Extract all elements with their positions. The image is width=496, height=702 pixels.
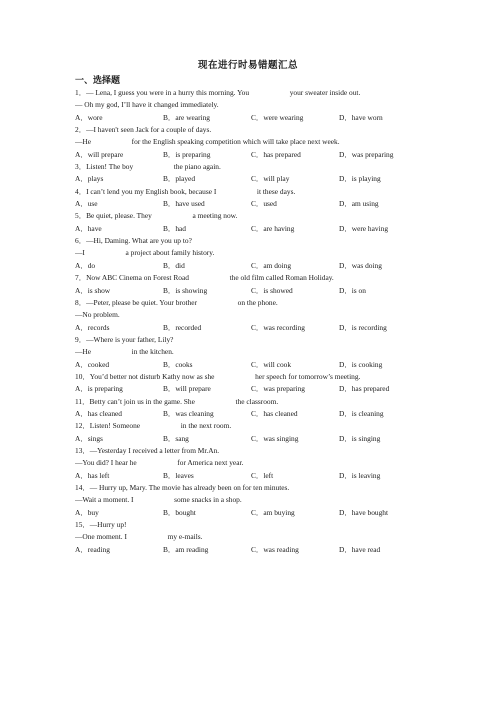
option-row <box>75 198 420 210</box>
question-text: —He in the kitchen. <box>75 347 174 357</box>
option-c: C．was recording <box>251 322 305 332</box>
question-text: 8．—Peter, please be quiet. Your brother on the phone. <box>75 297 278 307</box>
question-text: —He for the English speaking competition which will take place next week. <box>75 137 340 147</box>
question-text: 10．You’d better not disturb Kathy now as she her speech for tomorrow’s meeting. <box>75 371 361 381</box>
option-row <box>75 112 420 124</box>
option-c: C．used <box>251 199 277 209</box>
option-b: B．had <box>163 223 186 233</box>
question-text: 15．—Hurry up! <box>75 520 127 530</box>
option-d: D．was doing <box>339 260 382 270</box>
option-d: D．was preparing <box>339 149 394 159</box>
option-c: C．left <box>251 470 274 480</box>
question-text: —I a project about family history. <box>75 248 215 258</box>
option-row <box>75 260 420 272</box>
option-row <box>75 470 420 482</box>
option-d: D．am using <box>339 199 379 209</box>
question-11 <box>75 396 420 421</box>
option-row <box>75 223 420 235</box>
option-c: C．was singing <box>251 433 299 443</box>
option-row <box>75 359 420 371</box>
option-c: C．has prepared <box>251 149 301 159</box>
option-a: A．wore <box>75 112 103 122</box>
question-text: — Oh my god, I’ll have it changed immediately. <box>75 100 219 110</box>
option-a: A．will prepare <box>75 149 124 159</box>
question-text: 9．—Where is your father, Lily? <box>75 334 174 344</box>
option-row <box>75 322 420 334</box>
option-b: B．leaves <box>163 470 194 480</box>
question-text: 2．—I haven't seen Jack for a couple of days. <box>75 125 212 135</box>
option-b: B．have used <box>163 199 205 209</box>
option-b: B．will prepare <box>163 384 211 394</box>
question-text: 13．—Yesterday I received a letter from Mr.An. <box>75 445 220 455</box>
option-b: B．cooks <box>163 359 193 369</box>
option-d: D．is leaving <box>339 470 381 480</box>
option-c: C．has cleaned <box>251 408 298 418</box>
option-a: A．has left <box>75 470 110 480</box>
question-text: 1．— Lena, I guess you were in a hurry this morning. You your sweater inside out. <box>75 88 361 97</box>
question-text: 6．—Hi, Daming. What are you up to? <box>75 236 192 246</box>
option-d: D．have bought <box>339 507 389 517</box>
option-a: A．is preparing <box>75 384 123 394</box>
question-15 <box>75 519 420 556</box>
option-c: C．will play <box>251 174 290 184</box>
question-text: —Wait a moment. I some snacks in a shop. <box>75 495 242 505</box>
question-text: 3．Listen! The boy the piano again. <box>75 162 221 172</box>
option-d: D．were having <box>339 223 389 233</box>
option-b: B．sang <box>163 433 189 443</box>
option-a: A．has cleaned <box>75 408 122 418</box>
option-a: A．records <box>75 322 110 332</box>
option-a: A．buy <box>75 507 99 517</box>
option-row <box>75 433 420 445</box>
question-text: 4．I can’t lend you my English book, because I it these days. <box>75 186 296 196</box>
question-5 <box>75 210 420 235</box>
question-text: 11．Betty can’t join us in the game. She the classroom. <box>75 396 279 406</box>
option-d: D．is recording <box>339 322 387 332</box>
question-text: —One moment. I my e-mails. <box>75 532 203 542</box>
option-c: C．is showed <box>251 285 293 295</box>
option-c: C．am buying <box>251 507 295 517</box>
option-c: C．was preparing <box>251 384 305 394</box>
question-6 <box>75 235 420 272</box>
option-d: D．is cleaning <box>339 408 384 418</box>
question-3 <box>75 161 420 186</box>
option-row <box>75 285 420 297</box>
option-a: A．is show <box>75 285 111 295</box>
question-8 <box>75 297 420 334</box>
question-14 <box>75 482 420 519</box>
option-b: B．was cleaning <box>163 408 214 418</box>
section-heading: 一、选择题 <box>75 75 121 85</box>
option-a: A．reading <box>75 544 110 554</box>
option-c: C．was reading <box>251 544 299 554</box>
question-2 <box>75 124 420 161</box>
option-a: A．plays <box>75 174 104 184</box>
option-b: B．is showing <box>163 285 208 295</box>
option-c: C．will cook <box>251 359 292 369</box>
option-d: D．have read <box>339 544 381 554</box>
question-text: —You did? I hear he for America next year. <box>75 458 244 468</box>
option-b: B．are wearing <box>163 112 210 122</box>
question-text: —No problem. <box>75 310 120 320</box>
option-a: A．have <box>75 223 102 233</box>
option-row <box>75 408 420 420</box>
option-b: B．is preparing <box>163 149 211 159</box>
option-d: D．has prepared <box>339 384 390 394</box>
option-d: D．is on <box>339 285 366 295</box>
option-c: C．were wearing <box>251 112 304 122</box>
option-a: A．use <box>75 199 98 209</box>
question-9 <box>75 334 420 371</box>
option-row <box>75 544 420 556</box>
option-d: D．is cooking <box>339 359 383 369</box>
question-12 <box>75 420 420 445</box>
option-b: B．did <box>163 260 185 270</box>
option-row <box>75 383 420 395</box>
option-d: D．have worn <box>339 112 383 122</box>
option-b: B．bought <box>163 507 196 517</box>
question-text: 5．Be quiet, please. They a meeting now. <box>75 211 238 221</box>
option-b: B．am reading <box>163 544 209 554</box>
question-10 <box>75 371 420 396</box>
question-7 <box>75 272 420 297</box>
question-13 <box>75 445 420 482</box>
option-row <box>75 149 420 161</box>
option-c: C．am doing <box>251 260 292 270</box>
question-text: 7．Now ABC Cinema on Forest Road the old film called Roman Holiday. <box>75 273 334 283</box>
question-list <box>75 87 420 556</box>
option-a: A．sings <box>75 433 103 443</box>
question-4 <box>75 186 420 211</box>
option-row <box>75 173 420 185</box>
option-row <box>75 507 420 519</box>
page-title: 现在进行时易错题汇总 <box>197 61 298 71</box>
option-d: D．is singing <box>339 433 381 443</box>
option-b: B．played <box>163 174 196 184</box>
option-a: A．cooked <box>75 359 110 369</box>
option-b: B．recorded <box>163 322 202 332</box>
option-a: A．do <box>75 260 96 270</box>
option-c: C．are having <box>251 223 295 233</box>
question-text: 14．— Hurry up, Mary. The movie has already been on for ten minutes. <box>75 483 290 492</box>
option-d: D．is playing <box>339 174 381 184</box>
question-1 <box>75 87 420 124</box>
question-text: 12．Listen! Someone in the next room. <box>75 421 232 431</box>
